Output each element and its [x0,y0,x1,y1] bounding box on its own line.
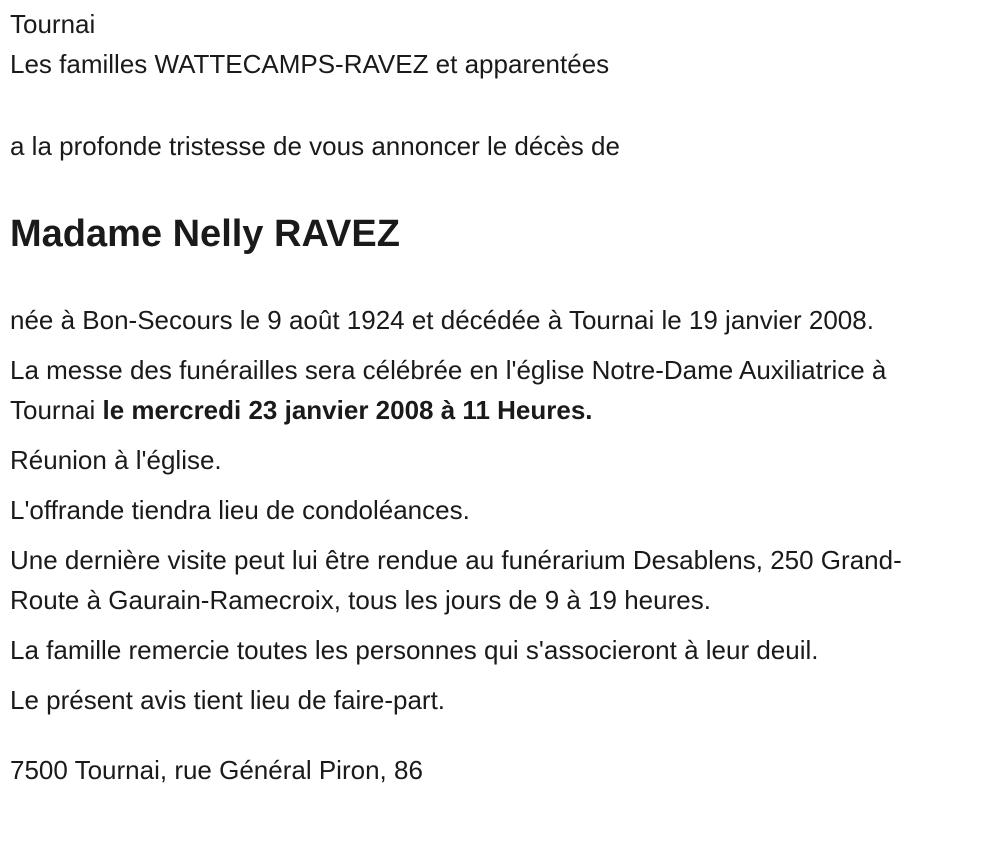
funeral-mass-paragraph [10,350,960,430]
funeral-mass-datetime: le mercredi 23 janvier 2008 à 11 Heures. [102,395,593,425]
deceased-name: Madame Nelly RAVEZ [10,213,400,255]
thanks-paragraph: La famille remercie toutes les personnes qui s'associeront à leur deuil. [10,635,819,665]
city-line: Tournai [10,9,96,39]
address-line: 7500 Tournai, rue Général Piron, 86 [10,755,423,785]
announcement-intro: a la profonde tristesse de vous annoncer le décès de [10,131,620,161]
faire-part-paragraph: Le présent avis tient lieu de faire-part. [10,685,446,715]
meeting-paragraph: Réunion à l'église. [10,445,222,475]
last-visit-paragraph: Une dernière visite peut lui être rendue au funérarium Desablens, 250 Grand-Route à Gaurain-Ramecroix, tous les jours de 9 à 19 heures. [10,545,902,615]
funeral-mass-text: La messe des funérailles sera célébrée en l'église Notre-Dame Auxiliatrice à Tournai [10,355,887,425]
birth-death-paragraph: née à Bon-Secours le 9 août 1924 et décédée à Tournai le 19 janvier 2008. [10,305,874,335]
families-line: Les familles WATTECAMPS-RAVEZ et apparentées [10,49,610,79]
offering-paragraph: L'offrande tiendra lieu de condoléances. [10,495,470,525]
